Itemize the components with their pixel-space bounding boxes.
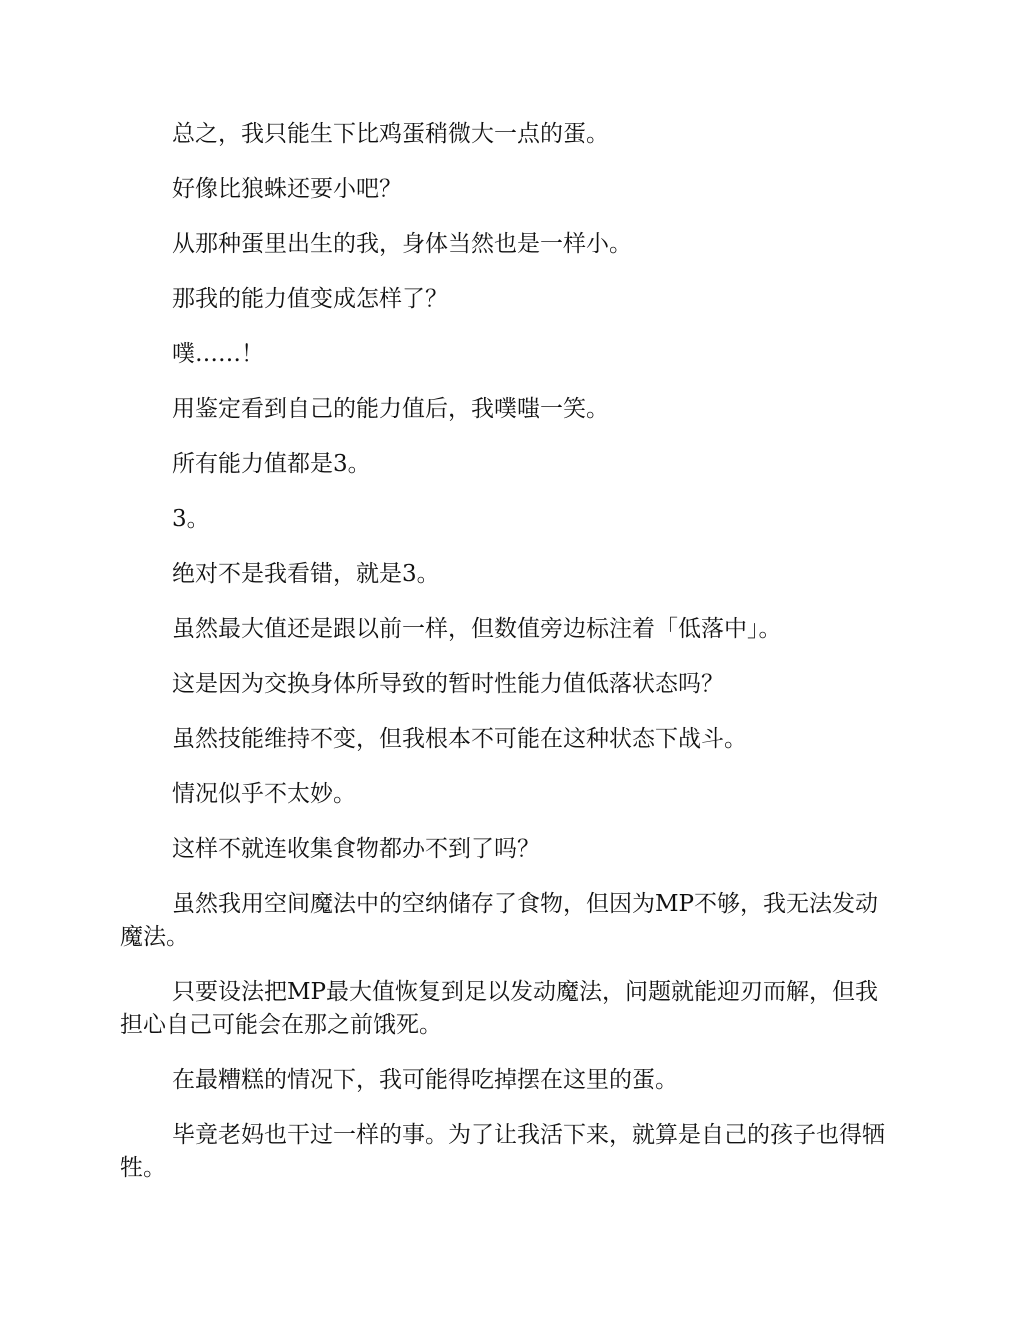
paragraph: 情况似乎不太妙。 xyxy=(172,781,356,807)
paragraph: 3。 xyxy=(172,506,210,532)
paragraph: 这样不就连收集食物都办不到了吗？ xyxy=(172,836,540,862)
paragraph: 好像比狼蛛还要小吧？ xyxy=(172,176,402,202)
body-text xyxy=(120,118,900,1207)
paragraph: 这是因为交换身体所导致的暂时性能力值低落状态吗？ xyxy=(172,671,724,697)
paragraph: 虽然技能维持不变，但我根本不可能在这种状态下战斗。 xyxy=(172,726,747,752)
paragraph: 所有能力值都是3。 xyxy=(172,451,371,477)
paragraph: 总之，我只能生下比鸡蛋稍微大一点的蛋。 xyxy=(172,121,609,147)
paragraph: 虽然最大值还是跟以前一样，但数值旁边标注着「低落中」。 xyxy=(172,616,782,642)
paragraph: 从那种蛋里出生的我，身体当然也是一样小。 xyxy=(172,231,632,257)
paragraph: 虽然我用空间魔法中的空纳储存了食物，但因为MP不够，我无法发动魔法。 xyxy=(120,891,879,950)
paragraph: 噗……！ xyxy=(172,341,264,367)
paragraph: 在最糟糕的情况下，我可能得吃掉摆在这里的蛋。 xyxy=(172,1067,678,1093)
paragraph: 那我的能力值变成怎样了？ xyxy=(172,286,448,312)
paragraph: 只要设法把MP最大值恢复到足以发动魔法，问题就能迎刃而解，但我担心自己可能会在那之前饿死。 xyxy=(120,979,879,1038)
paragraph: 毕竟老妈也干过一样的事。为了让我活下来，就算是自己的孩子也得牺牲。 xyxy=(120,1122,885,1181)
paragraph: 用鉴定看到自己的能力值后，我噗嗤一笑。 xyxy=(172,396,609,422)
paragraph: 绝对不是我看错，就是3。 xyxy=(172,561,440,587)
